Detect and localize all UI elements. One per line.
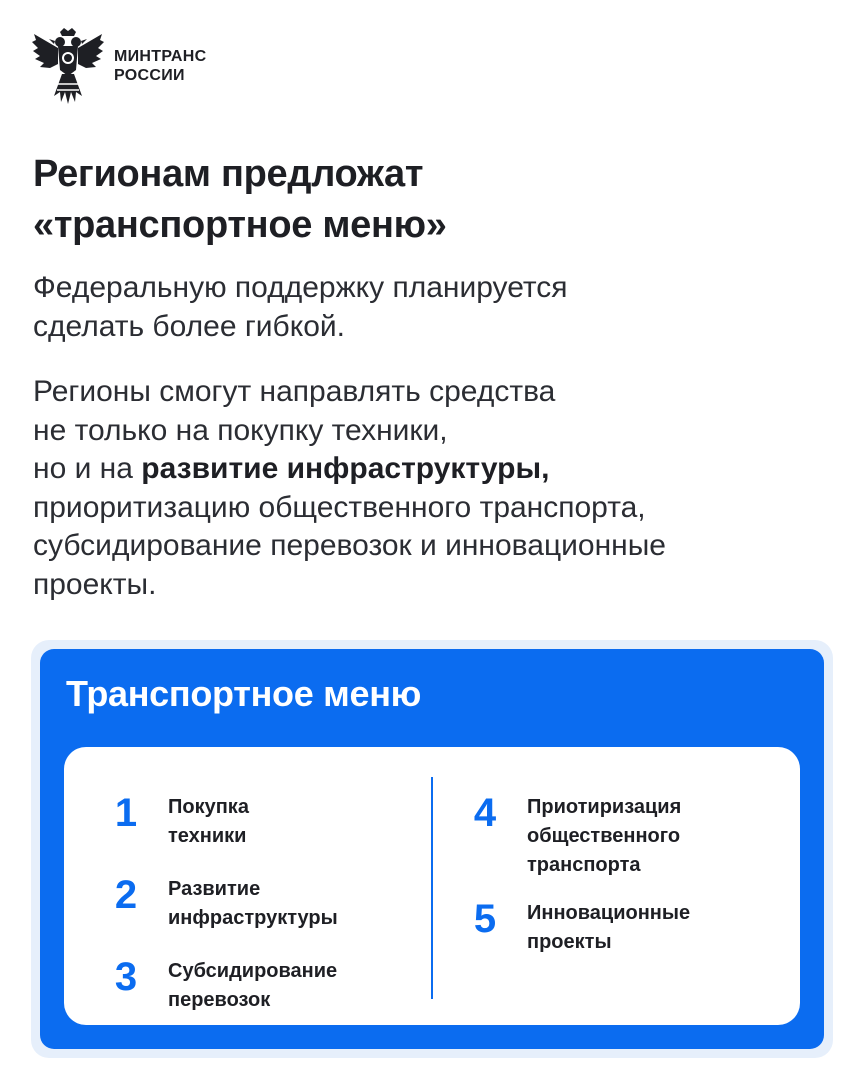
menu-item-label-line2: техники: [168, 825, 247, 847]
menu-item-label: [168, 793, 418, 851]
menu-item-label-line2: проекты: [527, 931, 612, 953]
body-line3-bold: развитие инфраструктуры,: [141, 452, 550, 485]
menu-item-4: [455, 793, 777, 880]
transport-menu-panel: [40, 649, 824, 1049]
menu-item-label: [527, 899, 777, 957]
menu-item-label-line2: перевозок: [168, 989, 271, 1011]
column-divider: [431, 777, 433, 999]
page-title: [33, 149, 833, 251]
body-line5: субсидирование перевозок и инновационные: [33, 529, 666, 562]
menu-item-label: [168, 875, 418, 933]
menu-item-label-line1: Приотиризация: [527, 796, 682, 818]
body-paragraph: [33, 373, 833, 604]
body-line4: приоритизацию общественного транспорта,: [33, 490, 646, 524]
menu-item-label-line1: Субсидирование: [168, 960, 338, 982]
org-name-line1: МИНТРАНС: [114, 48, 207, 65]
menu-item-1: [96, 793, 418, 851]
menu-item-number: 1: [114, 791, 138, 835]
body-line6: проекты.: [33, 567, 157, 601]
body-line3: [33, 450, 833, 489]
menu-item-label-line2: общественного: [527, 825, 681, 847]
menu-item-label-line1: Покупка: [168, 796, 249, 818]
menu-card: [64, 747, 800, 1025]
lead-paragraph: [33, 268, 833, 346]
menu-item-2: [96, 875, 418, 933]
menu-item-label-line1: Инновационные: [527, 902, 691, 924]
menu-item-label-line2: инфраструктуры: [168, 907, 338, 929]
menu-item-3: [96, 957, 418, 1015]
body-line2: не только на покупку техники,: [33, 413, 448, 447]
org-name-line2: РОССИИ: [114, 67, 185, 84]
menu-item-label: [168, 957, 418, 1015]
menu-item-number: 5: [473, 897, 497, 941]
menu-item-number: 3: [114, 955, 138, 999]
menu-item-label: [527, 793, 777, 880]
menu-item-label-line1: Развитие: [168, 878, 261, 900]
org-name: [114, 47, 207, 85]
menu-item-5: [455, 899, 777, 957]
lead-line1: Федеральную поддержку планируется: [33, 271, 568, 304]
menu-item-label-line3: транспорта: [527, 854, 641, 876]
menu-title: Транспортное меню: [66, 673, 422, 714]
menu-item-number: 4: [473, 791, 497, 835]
title-line2: «транспортное меню»: [33, 204, 447, 246]
title-line1: Регионам предложат: [33, 153, 424, 195]
ministry-logo: [30, 26, 207, 106]
menu-item-number: 2: [114, 873, 138, 917]
lead-line2: сделать более гибкой.: [33, 310, 345, 343]
body-line1: Регионы смогут направлять средства: [33, 375, 556, 408]
body-line3-prefix: но и на: [33, 452, 142, 485]
eagle-emblem-icon: [30, 26, 106, 106]
